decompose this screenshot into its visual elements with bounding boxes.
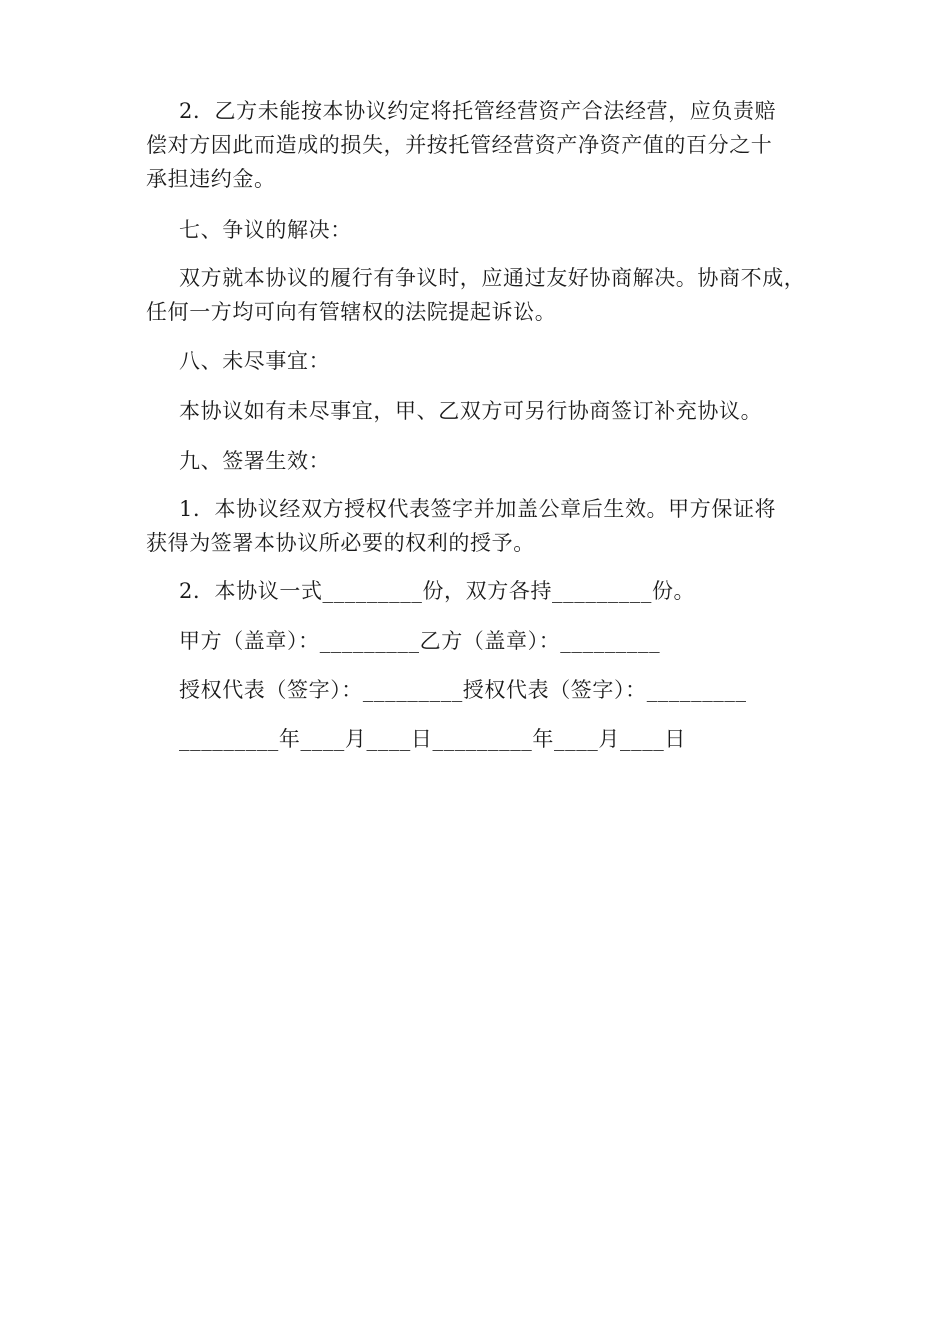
section-heading-dispute: 七、争议的解决： bbox=[179, 218, 352, 242]
date-line: _________年____月____日_________年____月____日 bbox=[179, 727, 686, 751]
unfinished-paragraph: 本协议如有未尽事宜，甲、乙双方可另行协商签订补充协议。 bbox=[179, 399, 763, 423]
section-heading-signing: 九、签署生效： bbox=[179, 449, 331, 473]
seal-line: 甲方（盖章）：_________乙方（盖章）：_________ bbox=[179, 629, 661, 653]
section-heading-unfinished: 八、未尽事宜： bbox=[179, 349, 331, 373]
clause-9-1-line-2: 获得为签署本协议所必要的权利的授予。 bbox=[146, 531, 535, 555]
clause-9-2: 2．本协议一式_________份，双方各持_________份。 bbox=[179, 579, 696, 603]
dispute-paragraph-line-2: 任何一方均可向有管辖权的法院提起诉讼。 bbox=[146, 300, 557, 324]
dispute-paragraph-line-1: 双方就本协议的履行有争议时，应通过友好协商解决。协商不成， bbox=[179, 266, 806, 290]
clause-9-1-line-1: 1．本协议经双方授权代表签字并加盖公章后生效。甲方保证将 bbox=[179, 497, 777, 521]
clause-6-2-line-1: 2．乙方未能按本协议约定将托管经营资产合法经营，应负责赔 bbox=[179, 99, 777, 123]
clause-6-2-line-3: 承担违约金。 bbox=[146, 167, 276, 191]
signature-line: 授权代表（签字）：_________授权代表（签字）：_________ bbox=[179, 678, 747, 702]
clause-6-2-line-2: 偿对方因此而造成的损失，并按托管经营资产净资产值的百分之十 bbox=[146, 133, 773, 157]
